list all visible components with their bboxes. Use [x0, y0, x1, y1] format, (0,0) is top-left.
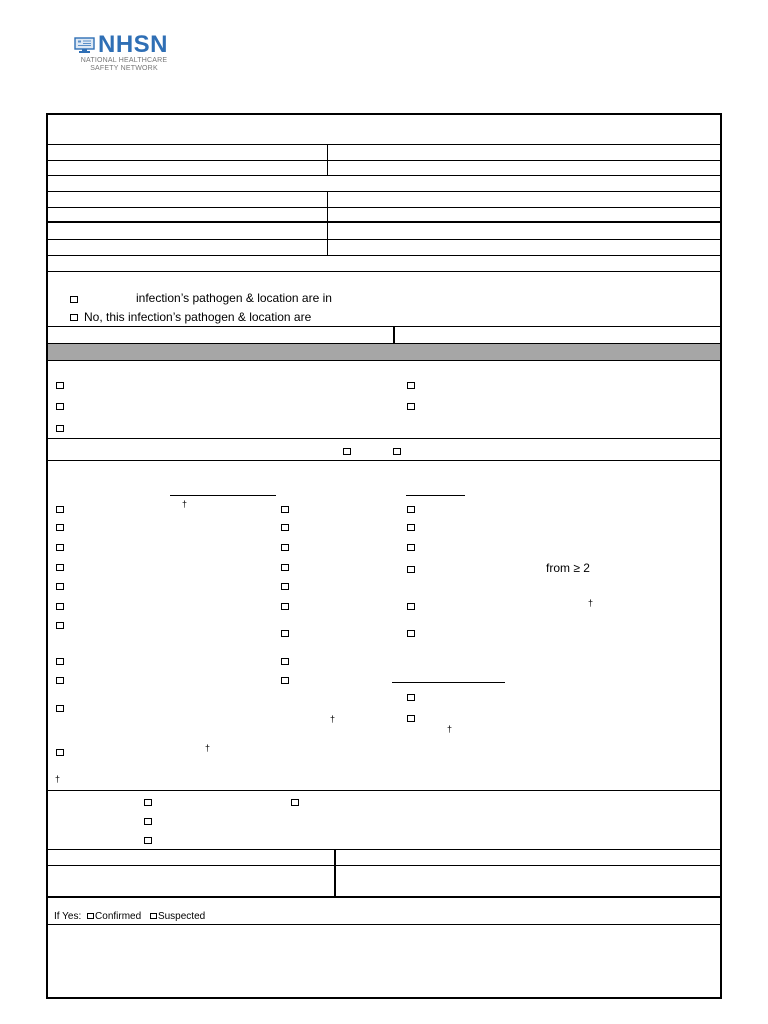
row-divider [48, 144, 720, 145]
risk-factor-checkbox[interactable] [407, 524, 415, 531]
row-divider [48, 207, 720, 208]
risk-factor-checkbox[interactable] [407, 630, 415, 637]
option-checkbox[interactable] [56, 425, 64, 432]
section-header-bar [48, 343, 720, 361]
pathogen-no-text: No, this infection’s pathogen & location are [84, 310, 312, 324]
column-divider [334, 849, 336, 896]
risk-factor-checkbox[interactable] [407, 566, 415, 573]
option-checkbox[interactable] [407, 382, 415, 389]
status-checkbox[interactable] [291, 799, 299, 806]
risk-factor-checkbox[interactable] [407, 694, 415, 701]
from-two-text: from ≥ 2 [546, 561, 590, 575]
column-heading-underline [392, 682, 505, 683]
row-divider [48, 849, 720, 850]
risk-factor-checkbox[interactable] [407, 715, 415, 722]
risk-factor-checkbox[interactable] [281, 603, 289, 610]
suspected-label: Suspected [157, 911, 206, 922]
dagger-mark: † [330, 714, 336, 724]
risk-factor-checkbox[interactable] [281, 658, 289, 665]
column-divider [327, 144, 328, 175]
row-divider [48, 239, 720, 240]
risk-factor-checkbox[interactable] [56, 524, 64, 531]
option-checkbox[interactable] [56, 403, 64, 410]
row-divider [48, 790, 720, 791]
risk-factor-checkbox[interactable] [281, 544, 289, 551]
row-divider [48, 191, 720, 192]
dagger-mark: † [447, 724, 453, 734]
pathogen-yes-text: infection’s pathogen & location are in [136, 291, 332, 305]
row-divider [48, 160, 720, 161]
risk-factor-checkbox[interactable] [56, 583, 64, 590]
dagger-mark: † [55, 774, 61, 784]
risk-factor-checkbox[interactable] [281, 506, 289, 513]
risk-factor-checkbox[interactable] [407, 603, 415, 610]
suspected-checkbox[interactable] [150, 913, 157, 919]
column-divider [393, 326, 395, 343]
confirmed-label: Confirmed [95, 911, 142, 922]
option-checkbox[interactable] [56, 382, 64, 389]
risk-factor-checkbox[interactable] [56, 658, 64, 665]
row-divider [48, 865, 720, 866]
pathogen-yes-checkbox[interactable] [70, 296, 78, 303]
if-yes-line [54, 911, 205, 922]
risk-factor-checkbox[interactable] [56, 677, 64, 684]
risk-factor-checkbox[interactable] [56, 603, 64, 610]
confirmed-checkbox[interactable] [87, 913, 94, 919]
yes-checkbox[interactable] [343, 448, 351, 455]
risk-factor-checkbox[interactable] [281, 583, 289, 590]
column-heading-underline [170, 495, 276, 496]
row-divider [48, 326, 720, 327]
form-frame [46, 113, 722, 999]
column-divider [327, 191, 328, 255]
risk-factor-checkbox[interactable] [281, 524, 289, 531]
risk-factor-checkbox[interactable] [56, 705, 64, 712]
logo-subtitle [72, 57, 176, 73]
status-checkbox[interactable] [144, 837, 152, 844]
logo-subtitle-line1: NATIONAL HEALTHCARE [80, 57, 168, 64]
if-yes-label: If Yes: [54, 911, 82, 922]
row-divider [48, 255, 720, 256]
risk-factor-checkbox[interactable] [281, 564, 289, 571]
row-divider [48, 438, 720, 439]
row-divider [48, 221, 720, 223]
pathogen-no-checkbox[interactable] [70, 314, 78, 321]
logo-subtitle-line2: SAFETY NETWORK [90, 65, 158, 72]
no-checkbox[interactable] [393, 448, 401, 455]
row-divider [48, 271, 720, 272]
row-divider [48, 175, 720, 176]
risk-factor-checkbox[interactable] [56, 544, 64, 551]
risk-factor-checkbox[interactable] [407, 506, 415, 513]
dagger-mark: † [205, 743, 211, 753]
risk-factor-checkbox[interactable] [56, 622, 64, 629]
risk-factor-checkbox[interactable] [56, 749, 64, 756]
logo-title: NHSN [98, 31, 169, 58]
risk-factor-checkbox[interactable] [407, 544, 415, 551]
risk-factor-checkbox[interactable] [56, 564, 64, 571]
status-checkbox[interactable] [144, 799, 152, 806]
risk-factor-checkbox[interactable] [281, 677, 289, 684]
monitor-icon [74, 37, 95, 54]
risk-factor-checkbox[interactable] [281, 630, 289, 637]
row-divider [48, 924, 720, 925]
risk-factor-checkbox[interactable] [56, 506, 64, 513]
row-divider [48, 460, 720, 461]
row-divider [48, 896, 720, 898]
option-checkbox[interactable] [407, 403, 415, 410]
dagger-mark: † [588, 598, 594, 608]
status-checkbox[interactable] [144, 818, 152, 825]
column-heading-underline [406, 495, 465, 496]
dagger-mark: † [182, 499, 188, 509]
